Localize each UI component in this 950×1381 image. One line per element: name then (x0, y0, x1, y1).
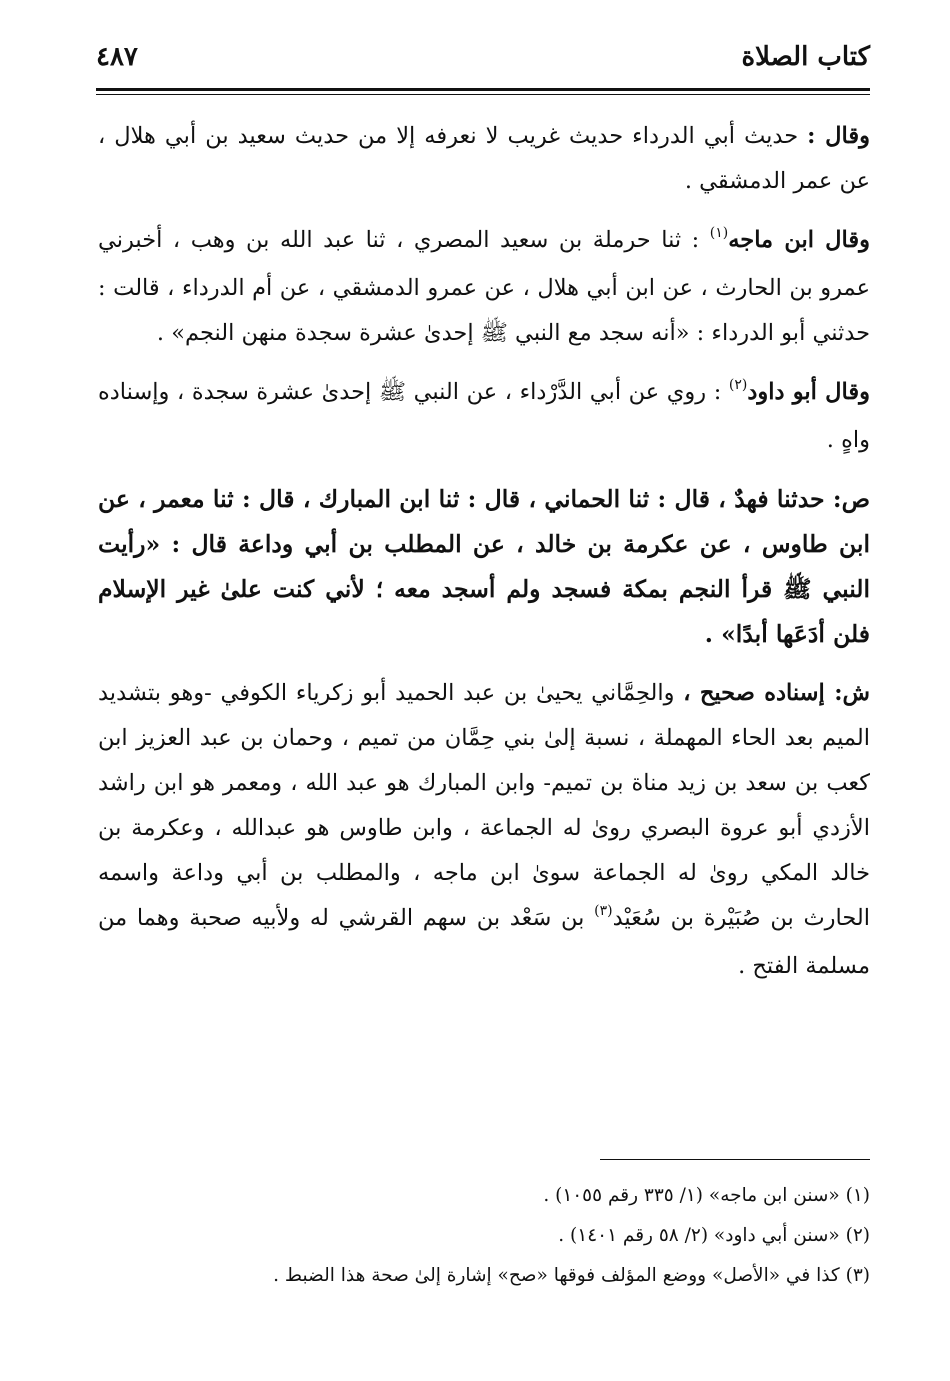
footnote-ref-3: (٣) (594, 903, 613, 919)
paragraph-5-lead: ش: إسناده صحيح ، (683, 680, 870, 706)
header-rule-thin (96, 94, 870, 95)
paragraph-5-text-b: بن سَعْد بن سهم القرشي له ولأبيه صحبة وهما من مسلمة الفتح . (98, 905, 870, 979)
footnote-1: (١) «سنن ابن ماجه» (١/ ٣٣٥ رقم ١٠٥٥) . (543, 1185, 870, 1206)
footnote-ref-1: (١) (709, 225, 729, 241)
main-text (98, 114, 870, 1003)
paragraph-3-text: : روي عن أبي الدَّرْداء ، عن النبي ﷺ إحدىٰ عشرة سجدة ، وإسناده واهٍ . (98, 379, 870, 453)
footnote-2: (٢) «سنن أبي داود» (٢/ ٥٨ رقم ١٤٠١) . (558, 1225, 870, 1246)
paragraph-5-text-a: والحِمَّاني يحيىٰ بن عبد الحميد أبو زكرياء الكوفي -وهو بتشديد الميم بعد الحاء المهملة ، نسبة إلىٰ بني حِمَّان من تميم ، وحمان بن عبد العزيز ابن كعب بن سعد بن زيد مناة بن تميم- وابن المبارك هو عبد الله ، ومعمر هو ابن راشد الأزدي أبو عروة البصري روىٰ له الجماعة ، وابن طاوس هو عبدالله ، وعكرمة بن خالد المكي روىٰ له الجماعة سوىٰ ابن ماجه ، والمطلب بن أبي وداعة واسمه الحارث بن صُبَيْرة بن سُعَيْد (98, 680, 870, 931)
paragraph-3 (98, 370, 870, 463)
page-number: ٤٨٧ (96, 42, 138, 72)
paragraph-5-commentary (98, 671, 870, 989)
paragraph-1-lead: وقال : (807, 123, 870, 149)
header-rule-thick (96, 88, 870, 91)
paragraph-4-hadith: ص: حدثنا فهدٌ ، قال : ثنا الحماني ، قال : ثنا ابن المبارك ، قال : ثنا معمر ، عن ابن طاوس ، عن عكرمة بن خالد ، عن المطلب بن أبي وداعة قال : «رأيت النبي ﷺ قرأ النجم بمكة فسجد ولم أسجد معه ؛ لأني كنت علىٰ غير الإسلام فلن أدَعَها أبدًا» . (98, 485, 870, 648)
paragraph-2-lead: وقال ابن ماجه (728, 227, 870, 253)
footnote-ref-2: (٢) (728, 377, 748, 393)
paragraph-2-text: : ثنا حرملة بن سعيد المصري ، ثنا عبد الله بن وهب ، أخبرني عمرو بن الحارث ، عن ابن أبي هلال ، عن عمرو الدمشقي ، عن أم الدرداء ، قالت : حدثني أبو الدرداء : «أنه سجد مع النبي ﷺ إحدىٰ عشرة سجدة منهن النجم» . (98, 227, 870, 346)
chapter-title: كتاب الصلاة (741, 42, 870, 72)
footnote-3: (٣) كذا في «الأصل» ووضع المؤلف فوقها «صح» إشارة إلىٰ صحة هذا الضبط . (273, 1265, 870, 1286)
running-header (96, 28, 870, 86)
paragraph-1 (98, 114, 870, 204)
paragraph-3-lead: وقال أبو داود (747, 379, 870, 405)
footnotes (98, 1176, 870, 1296)
footnote-separator (600, 1159, 870, 1160)
paragraph-2 (98, 218, 870, 356)
paragraph-1-text: حديث أبي الدرداء حديث غريب لا نعرفه إلا من حديث سعيد بن أبي هلال ، عن عمر الدمشقي . (98, 123, 870, 194)
